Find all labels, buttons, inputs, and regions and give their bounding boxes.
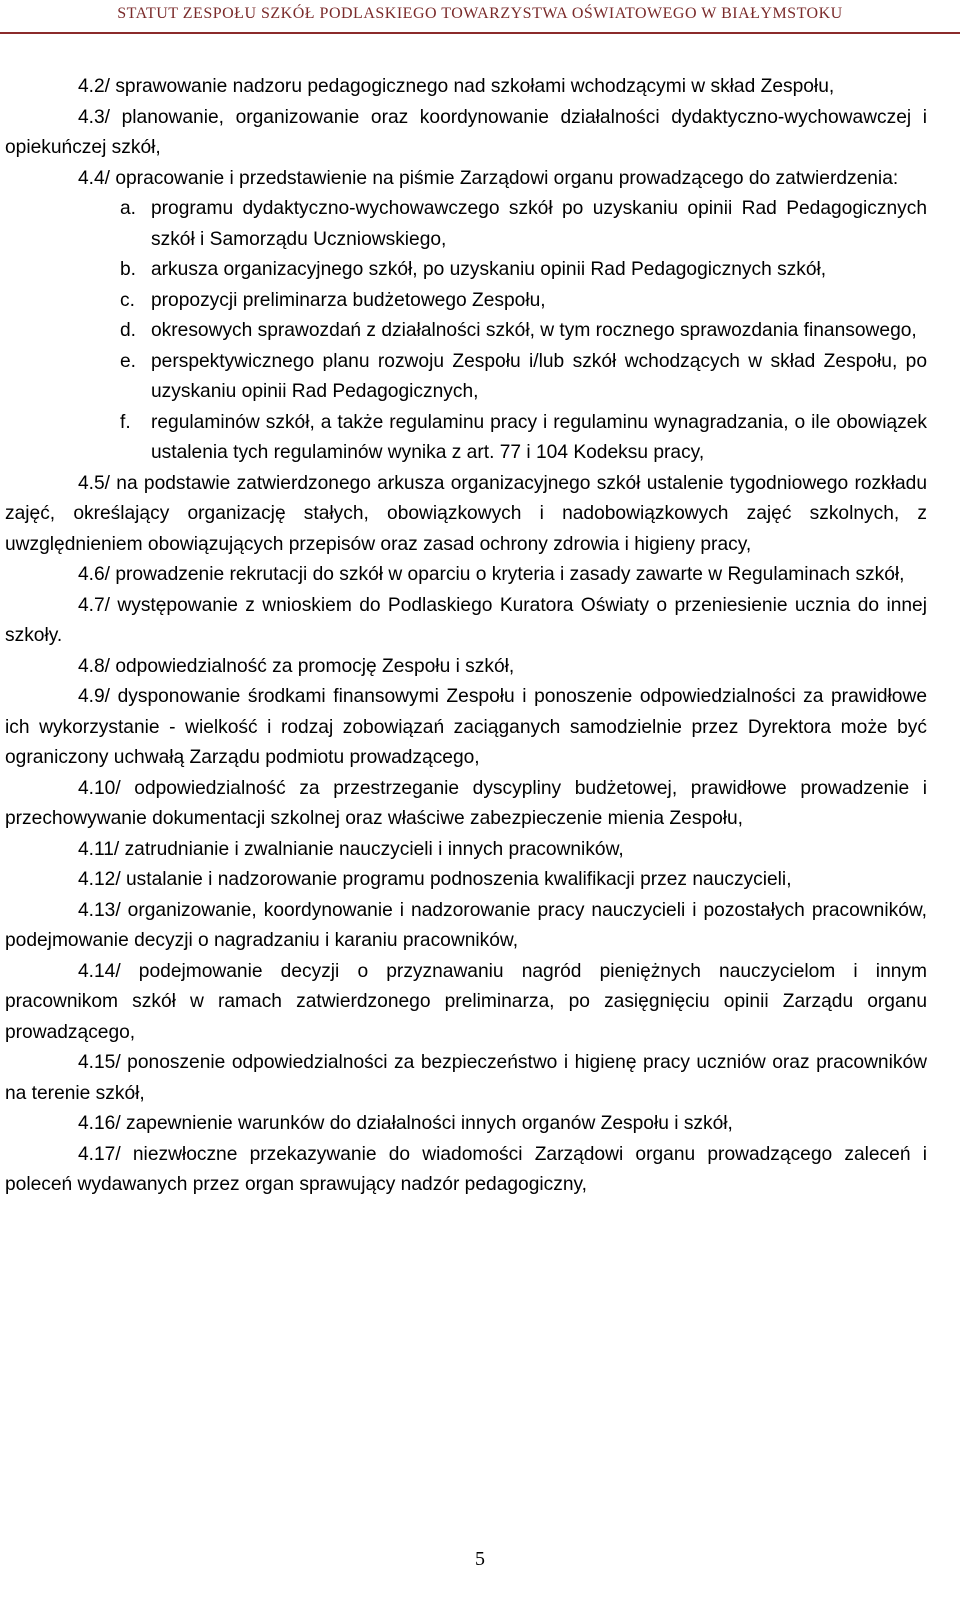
paragraph-4-13: 4.13/ organizowanie, koordynowanie i nadzorowanie pracy nauczycieli i pozostałych pracowników, podejmowanie decyzji o nagradzaniu i karaniu pracowników, [5, 899, 927, 951]
list-item-d [5, 316, 927, 347]
page-number: 5 [475, 1548, 485, 1570]
list-item-c [5, 286, 927, 317]
list-item-a [5, 194, 927, 255]
list-marker: f. [120, 411, 131, 433]
list-item-b [5, 255, 927, 286]
paragraph-4-10: 4.10/ odpowiedzialność za przestrzeganie dyscypliny budżetowej, prawidłowe prowadzenie i przechowywanie dokumentacji szkolnej oraz właściwe zabezpieczenie mienia Zespołu, [5, 777, 927, 829]
list-marker: d. [120, 320, 137, 341]
paragraph-4-2: 4.2/ sprawowanie nadzoru pedagogicznego nad szkołami wchodzącymi w skład Zespołu, [78, 76, 835, 97]
paragraph-4-11: 4.11/ zatrudnianie i zwalnianie nauczycieli i innych pracowników, [78, 838, 624, 860]
paragraph-4-17: 4.17/ niezwłoczne przekazywanie do wiadomości Zarządowi organu prowadzącego zaleceń i poleceń wydawanych przez organ sprawujący nadzór pedagogiczny, [5, 1143, 927, 1195]
list-item-text: okresowych sprawozdań z działalności szkół, w tym rocznego sprawozdania finansowego, [151, 320, 917, 341]
list-item-f [5, 408, 927, 469]
list-item-e [5, 347, 927, 408]
paragraph-4-7: 4.7/ występowanie z wnioskiem do Podlaskiego Kuratora Oświaty o przeniesienie ucznia do innej szkoły. [5, 594, 927, 646]
paragraph-4-3: 4.3/ planowanie, organizowanie oraz koordynowanie działalności dydaktyczno-wychowawczej i opiekuńczej szkół, [5, 106, 927, 158]
list-marker: b. [120, 259, 137, 280]
paragraph-4-15: 4.15/ ponoszenie odpowiedzialności za bezpieczeństwo i higienę pracy uczniów oraz pracowników na terenie szkół, [5, 1052, 927, 1104]
paragraph-4-6: 4.6/ prowadzenie rekrutacji do szkół w oparciu o kryteria i zasady zawarte w Regulaminach szkół, [78, 564, 905, 585]
paragraph-4-14: 4.14/ podejmowanie decyzji o przyznawaniu nagród pieniężnych nauczycielom i innym pracownikom szkół w ramach zatwierdzonego preliminarza, po zasięgnięciu opinii Zarządu organu prowadzącego, [5, 960, 927, 1043]
list-item-text: propozycji preliminarza budżetowego Zespołu, [151, 289, 546, 311]
list-marker: e. [120, 350, 137, 372]
list-item-text: perspektywicznego planu rozwoju Zespołu i/lub szkół wchodzących w skład Zespołu, po uzyskaniu opinii Rad Pedagogicznych, [151, 350, 927, 402]
running-header [0, 0, 960, 34]
paragraph-4-4: 4.4/ opracowanie i przedstawienie na piśmie Zarządowi organu prowadzącego do zatwierdzenia: [78, 167, 899, 189]
list-marker: a. [120, 198, 137, 219]
paragraph-4-8: 4.8/ odpowiedzialność za promocję Zespołu i szkół, [78, 655, 515, 677]
list-item-text: regulaminów szkół, a także regulaminu pracy i regulaminu wynagradzania, o ile obowiązek ustalenia tych regulaminów wynika z art. 77 i 104 Kodeksu pracy, [151, 411, 927, 463]
list-4-4 [5, 194, 927, 469]
document-body [5, 72, 927, 1201]
paragraph-4-16: 4.16/ zapewnienie warunków do działalności innych organów Zespołu i szkół, [78, 1113, 733, 1134]
paragraph-4-9: 4.9/ dysponowanie środkami finansowymi Zespołu i ponoszenie odpowiedzialności za prawidłowe ich wykorzystanie - wielkość i rodzaj zobowiązań zaciąganych samodzielnie przez Dyrektora może być ograniczony uchwałą Zarządu podmiotu prowadzącego, [5, 686, 927, 768]
list-marker: c. [120, 289, 135, 311]
paragraph-4-5: 4.5/ na podstawie zatwierdzonego arkusza organizacyjnego szkół ustalenie tygodniowego rozkładu zajęć, określający organizację stałych, obowiązkowych i nadobowiązkowych zajęć szkolnych, z uwzględnieniem obowiązujących przepisów oraz zasad ochrony zdrowia i higieny pracy, [5, 472, 927, 555]
header-title: STATUT ZESPOŁU SZKÓŁ PODLASKIEGO TOWARZYSTWA OŚWIATOWEGO W BIAŁYMSTOKU [117, 5, 843, 22]
paragraph-4-12: 4.12/ ustalanie i nadzorowanie programu podnoszenia kwalifikacji przez nauczycieli, [78, 869, 792, 890]
list-item-text: arkusza organizacyjnego szkół, po uzyskaniu opinii Rad Pedagogicznych szkół, [151, 259, 827, 280]
list-item-text: programu dydaktyczno-wychowawczego szkół po uzyskaniu opinii Rad Pedagogicznych szkół i Samorządu Uczniowskiego, [151, 198, 927, 250]
